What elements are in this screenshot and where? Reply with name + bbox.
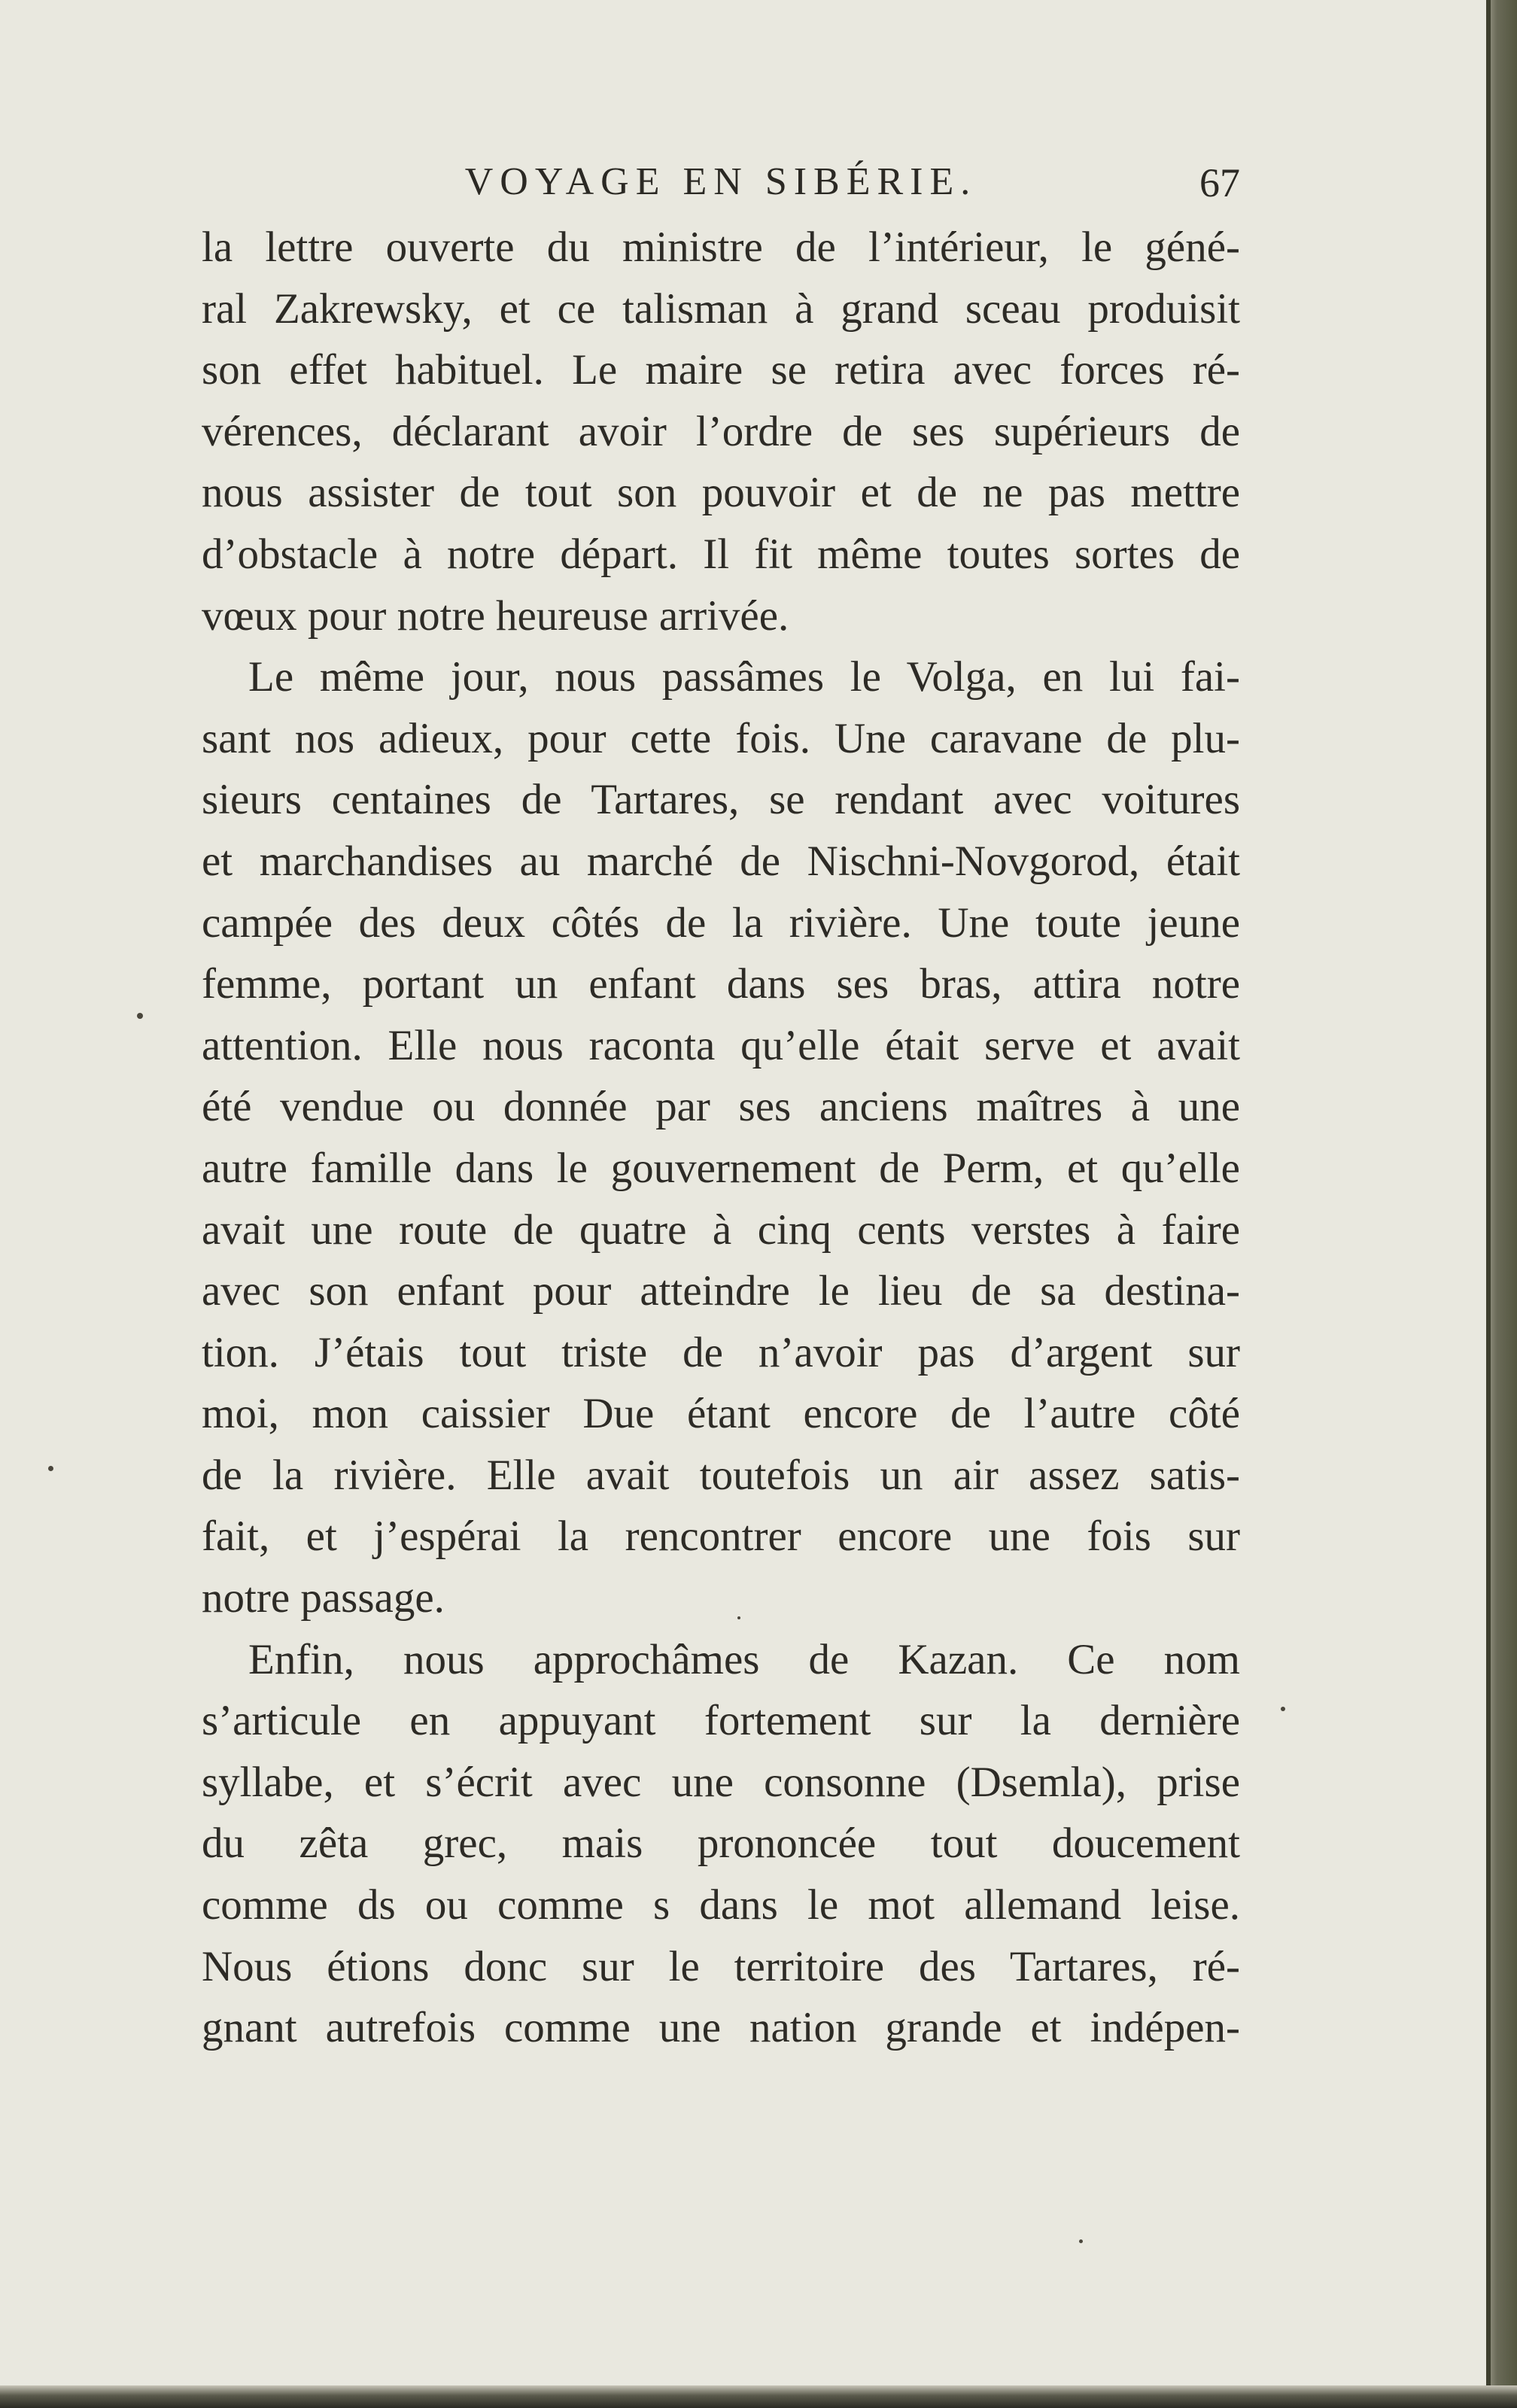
text-line: attention. Elle nous raconta qu’elle était serve et avait	[202, 1021, 1240, 1069]
page-number: 67	[1199, 160, 1240, 205]
text-line: avec son enfant pour atteindre le lieu de sa destina-	[202, 1267, 1240, 1315]
page-bottom-edge	[0, 2385, 1517, 2408]
text-line: fait, et j’espérai la rencontrer encore une fois sur	[202, 1513, 1240, 1561]
text-line: vérences, déclarant avoir l’ordre de ses supérieurs de	[202, 407, 1240, 455]
text-line: syllabe, et s’écrit avec une consonne (Dsemla), prise	[202, 1758, 1240, 1806]
text-line: d’obstacle à notre départ. Il fit même toutes sortes de	[202, 530, 1240, 578]
text-line: ral Zakrewsky, et ce talisman à grand sceau produisit	[202, 284, 1240, 333]
text-line: son effet habituel. Le maire se retira avec forces ré-	[202, 346, 1240, 394]
paper-speck	[137, 1013, 143, 1019]
text-line: sant nos adieux, pour cette fois. Une caravane de plu-	[202, 714, 1240, 762]
text-line: tion. J’étais tout triste de n’avoir pas d’argent sur	[202, 1328, 1240, 1376]
binding-shadow	[1486, 0, 1491, 2408]
text-line: campée des deux côtés de la rivière. Une toute jeune	[202, 898, 1240, 947]
text-line: s’articule en appuyant fortement sur la dernière	[202, 1697, 1240, 1745]
body-text	[202, 217, 1240, 2059]
text-line: Nous étions donc sur le territoire des Tartares, ré-	[202, 1942, 1240, 1990]
paper-speck	[1079, 2239, 1083, 2243]
text-line: moi, mon caissier Due étant encore de l’autre côté	[202, 1390, 1240, 1438]
text-line: avait une route de quatre à cinq cents verstes à faire	[202, 1206, 1240, 1254]
text-line: la lettre ouverte du ministre de l’intérieur, le géné-	[202, 223, 1240, 271]
text-line: et marchandises au marché de Nischni-Novgorod, était	[202, 837, 1240, 885]
text-line: nous assister de tout son pouvoir et de ne pas mettre	[202, 469, 1240, 517]
paper-speck	[737, 1616, 740, 1619]
text-line: autre famille dans le gouvernement de Perm, et qu’elle	[202, 1144, 1240, 1192]
running-title: VOYAGE EN SIBÉRIE.	[464, 160, 977, 203]
text-line: comme ds ou comme s dans le mot allemand leise.	[202, 1881, 1240, 1929]
binding-edge	[1486, 0, 1517, 2408]
paper-speck	[1281, 1707, 1285, 1711]
text-line: vœux pour notre heureuse arrivée.	[202, 591, 789, 640]
text-line: du zêta grec, mais prononcée tout doucement	[202, 1820, 1240, 1868]
text-line: gnant autrefois comme une nation grande et indépen-	[202, 2004, 1240, 2052]
text-line: femme, portant un enfant dans ses bras, attira notre	[202, 960, 1240, 1008]
text-line: Le même jour, nous passâmes le Volga, en lui fai-	[248, 653, 1240, 701]
paper-speck	[48, 1466, 53, 1471]
text-line: été vendue ou donnée par ses anciens maîtres à une	[202, 1083, 1240, 1131]
text-line: notre passage.	[202, 1574, 445, 1622]
text-line: sieurs centaines de Tartares, se rendant avec voitures	[202, 776, 1240, 824]
text-line: de la rivière. Elle avait toutefois un air assez satis-	[202, 1451, 1240, 1499]
running-head	[202, 160, 1240, 212]
text-line: Enfin, nous approchâmes de Kazan. Ce nom	[248, 1635, 1240, 1683]
